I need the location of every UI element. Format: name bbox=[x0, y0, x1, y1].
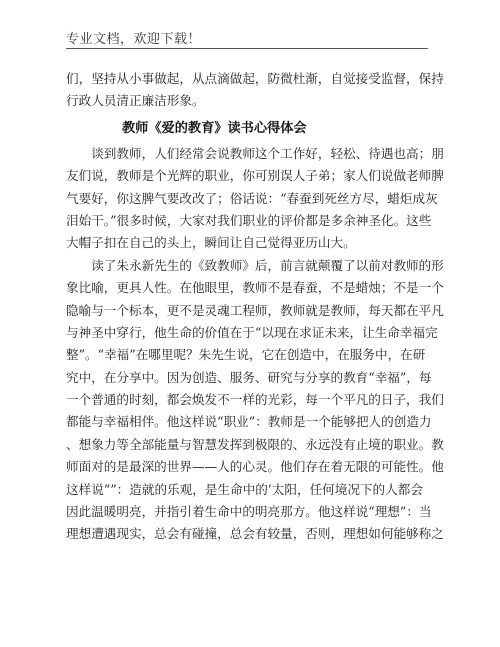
text-line: 谈到教师，人们经常会说教师这个工作好，轻松、待遇也高；朋 bbox=[66, 145, 444, 161]
text-line: 都能与幸福相伴。他这样说“职业”：教师是一个能够把人的创造力 bbox=[66, 414, 432, 430]
text-line: 隐喻与一个标本，更不是灵魂工程师，教师就是教师，每天都在平凡 bbox=[66, 302, 444, 318]
text-line: 泪始干。”很多时候，大家对我们职业的评价都是多余神圣化。这些 bbox=[66, 212, 432, 228]
document-body bbox=[66, 68, 444, 546]
text-line: 大帽子扣在自己的头上，瞬间让自己觉得亚历山大。 bbox=[66, 235, 356, 251]
page-header: 专业文档，欢迎下载！ bbox=[66, 32, 202, 47]
text-line: 们，坚持从小事做起，从点滴做起，防微杜渐，自觉接受监督，保持 bbox=[66, 71, 444, 86]
text-line: 读了朱永新先生的《致教师》后，前言就颠覆了以前对教师的形 bbox=[66, 257, 444, 273]
text-line: 友们说，教师是个光辉的职业，你可别误人子弟；家人们说做老师脾 bbox=[66, 168, 444, 184]
text-line: 气要好，你这脾气要改改了；俗话说：“春蚕到死丝方尽，蜡炬成灰 bbox=[66, 190, 438, 206]
text-line: 与神圣中穿行，他生命的价值在于“以现在求证未来，让生命幸福完 bbox=[66, 324, 438, 340]
text-line: 理想遭遇现实，总会有碰撞，总会有较量，否则，理想如何能够称之 bbox=[66, 526, 444, 542]
header-divider bbox=[66, 48, 428, 49]
text-line: 一个普通的时刻，都会焕发不一样的光彩，每一个平凡的日子，我们 bbox=[66, 392, 444, 408]
text-line: 整”。“幸福”在哪里呢？朱先生说，它在创造中，在服务中，在研 bbox=[66, 347, 426, 363]
text-line: 因此温暖明亮，并指引着生命中的明亮那方。他这样说“理想”：当 bbox=[66, 504, 432, 520]
text-line: 行政人员清正廉洁形象。 bbox=[66, 93, 205, 109]
article-title: 教师《爱的教育》读书心得体会 bbox=[122, 120, 307, 136]
paragraph-1 bbox=[66, 143, 444, 255]
text-line: 这样说“”：造就的乐观，是生命中的’太阳，任何境况下的人都会 bbox=[66, 481, 423, 497]
paragraph-2 bbox=[66, 255, 444, 546]
text-line: 师面对的是最深的世界——人的心灵。他们存在着无限的可能性。他 bbox=[66, 459, 444, 475]
text-line: 究中，在分享中。因为创造、服务、研究与分享的教育“幸福”，每 bbox=[66, 369, 432, 385]
intro-paragraph bbox=[66, 68, 444, 113]
text-line: 、想象力等全部能量与智慧发挥到极限的、永远没有止境的职业。教 bbox=[66, 436, 444, 452]
text-line: 象比喻，更具人性。在他眼里，教师不是春蚕，不是蜡烛；不是一个 bbox=[66, 280, 444, 296]
